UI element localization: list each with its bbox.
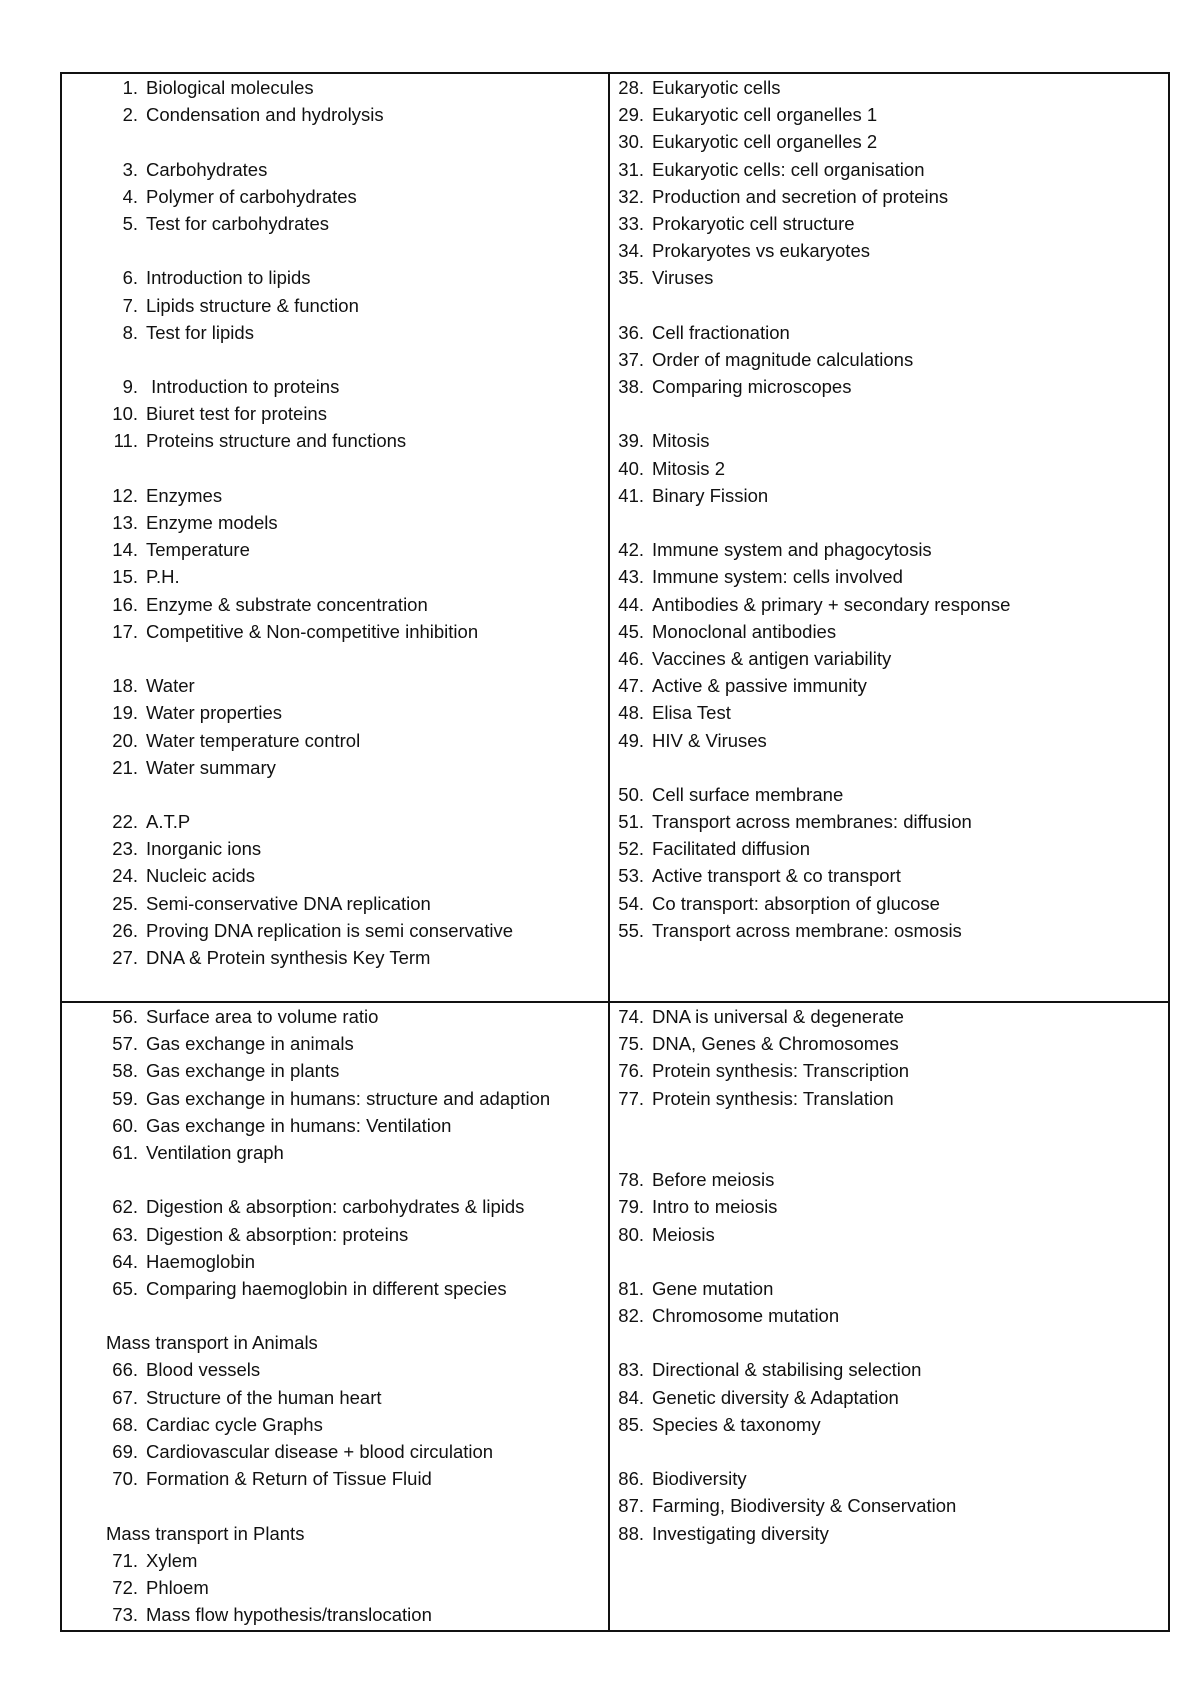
topic-title: Protein synthesis: Translation	[652, 1087, 894, 1109]
topic-number: 56.	[112, 1006, 138, 1027]
topic-number: 24.	[112, 865, 138, 887]
topic-title: Proteins structure and functions	[146, 430, 407, 452]
topic-item	[62, 1601, 608, 1628]
topic-number: 54.	[618, 892, 644, 914]
topic-title: DNA & Protein synthesis Key Term	[146, 947, 431, 968]
topic-title: Immune system: cells involved	[652, 566, 903, 588]
topic-table	[60, 72, 1170, 1632]
section-heading-text: Mass transport in Plants	[106, 1522, 305, 1544]
spacer	[62, 346, 608, 373]
topic-title: Production and secretion of proteins	[652, 185, 949, 207]
topic-title: Gas exchange in humans: structure and adaption	[146, 1087, 551, 1109]
spacer	[62, 455, 608, 482]
topic-title: Species & taxonomy	[652, 1413, 821, 1435]
topic-item	[610, 346, 1168, 373]
topic-number: 18.	[112, 675, 138, 697]
topic-number: 19.	[112, 702, 138, 724]
cell-top-right	[610, 74, 1168, 1001]
topic-item	[610, 74, 1168, 101]
topic-number: 50.	[618, 783, 644, 805]
topic-number: 83.	[618, 1359, 644, 1381]
topic-number: 40.	[618, 457, 644, 479]
topic-item	[610, 890, 1168, 917]
topic-item	[610, 482, 1168, 509]
topic-title: Protein synthesis: Transcription	[652, 1060, 910, 1082]
topic-title: Test for carbohydrates	[146, 212, 330, 234]
topic-item	[610, 1221, 1168, 1248]
topic-title: Intro to meiosis	[652, 1196, 778, 1218]
topic-number: 13.	[112, 512, 138, 533]
topic-item	[62, 1438, 608, 1465]
topic-number: 85.	[618, 1413, 644, 1435]
topic-item	[610, 183, 1168, 210]
topic-item	[610, 1520, 1168, 1547]
topic-number: 26.	[112, 919, 138, 941]
topic-item	[62, 373, 608, 400]
topic-title: Gas exchange in plants	[146, 1060, 340, 1082]
topic-title: Directional & stabilising selection	[652, 1359, 922, 1381]
topic-title: DNA, Genes & Chromosomes	[652, 1033, 899, 1055]
topic-title: Mitosis 2	[652, 457, 725, 479]
spacer	[62, 1166, 608, 1193]
topic-number: 51.	[618, 811, 644, 833]
topic-number: 44.	[618, 593, 644, 615]
topic-number: 80.	[618, 1223, 644, 1245]
topic-title: Enzymes	[146, 484, 223, 506]
topic-number: 7.	[122, 294, 138, 316]
topic-item	[610, 808, 1168, 835]
topic-title: Carbohydrates	[146, 158, 268, 180]
topic-title: Eukaryotic cell organelles 2	[652, 131, 878, 153]
topic-title: A.T.P	[146, 811, 191, 833]
topic-number: 65.	[112, 1277, 138, 1299]
topic-title: Xylem	[146, 1549, 198, 1571]
topic-title: Mitosis	[652, 430, 710, 452]
topic-item	[610, 156, 1168, 183]
topic-title: Transport across membranes: diffusion	[652, 811, 972, 833]
topic-item	[62, 618, 608, 645]
topic-number: 3.	[122, 158, 138, 180]
topic-number: 79.	[618, 1196, 644, 1218]
topic-item	[610, 563, 1168, 590]
topic-number: 2.	[122, 104, 138, 126]
topic-title: Co transport: absorption of glucose	[652, 892, 940, 914]
topic-number: 70.	[112, 1468, 138, 1490]
spacer	[610, 1112, 1168, 1139]
topic-title: Comparing microscopes	[652, 376, 852, 398]
topic-title: Gas exchange in humans: Ventilation	[146, 1114, 452, 1136]
topic-number: 30.	[618, 131, 644, 153]
topic-number: 45.	[618, 620, 644, 642]
topic-title: Meiosis	[652, 1223, 715, 1245]
topic-item	[62, 1411, 608, 1438]
topic-number: 47.	[618, 675, 644, 697]
topic-item	[610, 699, 1168, 726]
spacer	[610, 1329, 1168, 1356]
topic-title: Competitive & Non-competitive inhibition	[146, 620, 479, 642]
topic-title: Semi-conservative DNA replication	[146, 892, 431, 914]
topic-item	[610, 101, 1168, 128]
topic-title: Cardiovascular disease + blood circulation	[146, 1441, 494, 1462]
spacer	[62, 1492, 608, 1519]
topic-number: 33.	[618, 212, 644, 234]
topic-number: 21.	[112, 756, 138, 778]
topic-title: Biological molecules	[146, 77, 314, 98]
topic-title: Introduction to proteins	[146, 376, 340, 398]
topic-item	[62, 672, 608, 699]
topic-title: Structure of the human heart	[146, 1386, 382, 1408]
topic-number: 74.	[618, 1006, 644, 1027]
topic-item	[610, 862, 1168, 889]
topic-title: Digestion & absorption: carbohydrates & lipids	[146, 1196, 525, 1218]
spacer	[610, 1139, 1168, 1166]
topic-number: 27.	[112, 947, 138, 968]
topic-item	[610, 1057, 1168, 1084]
topic-item	[62, 319, 608, 346]
topic-item	[62, 917, 608, 944]
topic-title: Nucleic acids	[146, 865, 255, 887]
topic-number: 49.	[618, 729, 644, 751]
topic-title: Active & passive immunity	[652, 675, 867, 697]
topic-number: 71.	[112, 1549, 138, 1571]
topic-number: 67.	[112, 1386, 138, 1408]
topic-title: Biodiversity	[652, 1468, 747, 1490]
topic-number: 35.	[618, 267, 644, 289]
topic-title: Enzyme models	[146, 512, 278, 533]
topic-title: Binary Fission	[652, 484, 769, 506]
topic-item	[610, 781, 1168, 808]
topic-number: 5.	[122, 212, 138, 234]
topic-item	[610, 373, 1168, 400]
spacer	[62, 237, 608, 264]
topic-title: Prokaryotes vs eukaryotes	[652, 240, 870, 262]
topic-item	[62, 808, 608, 835]
topic-item	[610, 1302, 1168, 1329]
topic-item	[62, 1547, 608, 1574]
topic-item	[62, 1085, 608, 1112]
topic-title: Facilitated diffusion	[652, 838, 811, 860]
topic-title: Water temperature control	[146, 729, 361, 751]
topic-number: 69.	[112, 1441, 138, 1462]
topic-number: 86.	[618, 1468, 644, 1490]
topic-title: Blood vessels	[146, 1359, 261, 1381]
topic-title: Gene mutation	[652, 1277, 774, 1299]
topic-item	[610, 1085, 1168, 1112]
topic-item	[62, 74, 608, 101]
topic-number: 59.	[112, 1087, 138, 1109]
topic-number: 10.	[112, 403, 138, 425]
topic-item	[62, 482, 608, 509]
topic-title: Water	[146, 675, 195, 697]
topic-item	[610, 672, 1168, 699]
spacer	[610, 1248, 1168, 1275]
spacer	[610, 754, 1168, 781]
topic-title: Cell fractionation	[652, 321, 790, 343]
topic-number: 68.	[112, 1413, 138, 1435]
topic-number: 36.	[618, 321, 644, 343]
topic-item	[610, 455, 1168, 482]
topic-title: Comparing haemoglobin in different species	[146, 1277, 507, 1299]
topic-title: DNA is universal & degenerate	[652, 1006, 904, 1027]
topic-number: 42.	[618, 539, 644, 561]
topic-number: 75.	[618, 1033, 644, 1055]
section-heading	[62, 1329, 608, 1356]
topic-item	[62, 1356, 608, 1383]
topic-item	[62, 1057, 608, 1084]
topic-number: 63.	[112, 1223, 138, 1245]
spacer	[610, 1438, 1168, 1465]
topic-number: 76.	[618, 1060, 644, 1082]
topic-title: Phloem	[146, 1576, 209, 1598]
topic-number: 8.	[122, 321, 138, 343]
topic-number: 77.	[618, 1087, 644, 1109]
spacer	[62, 645, 608, 672]
topic-number: 1.	[122, 77, 138, 98]
topic-item	[610, 1003, 1168, 1030]
topic-number: 34.	[618, 240, 644, 262]
topic-number: 66.	[112, 1359, 138, 1381]
topic-item	[610, 1492, 1168, 1519]
topic-number: 22.	[112, 811, 138, 833]
topic-title: Surface area to volume ratio	[146, 1006, 379, 1027]
topic-title: Active transport & co transport	[652, 865, 901, 887]
topic-number: 82.	[618, 1305, 644, 1327]
topic-number: 60.	[112, 1114, 138, 1136]
cell-bottom-right	[610, 1003, 1168, 1630]
topic-item	[62, 1112, 608, 1139]
topic-number: 9.	[122, 376, 138, 398]
topic-item	[610, 1030, 1168, 1057]
topic-item	[62, 1384, 608, 1411]
topic-number: 15.	[112, 566, 138, 588]
topic-item	[62, 509, 608, 536]
topic-item	[62, 427, 608, 454]
topic-item	[610, 1411, 1168, 1438]
section-heading-text: Mass transport in Animals	[106, 1332, 318, 1354]
topic-title: Biuret test for proteins	[146, 403, 327, 425]
spacer	[62, 781, 608, 808]
topic-number: 14.	[112, 539, 138, 561]
topic-item	[62, 862, 608, 889]
topic-title: HIV & Viruses	[652, 729, 767, 751]
topic-item	[62, 210, 608, 237]
topic-title: Water properties	[146, 702, 283, 724]
topic-number: 38.	[618, 376, 644, 398]
topic-number: 16.	[112, 593, 138, 615]
cell-bottom-left	[62, 1003, 608, 1630]
topic-title: Polymer of carbohydrates	[146, 185, 357, 207]
topic-item	[610, 618, 1168, 645]
topic-item	[62, 1221, 608, 1248]
topic-title: Farming, Biodiversity & Conservation	[652, 1495, 957, 1517]
topic-title: Mass flow hypothesis/translocation	[146, 1604, 432, 1626]
topic-title: Ventilation graph	[146, 1141, 284, 1163]
topic-number: 46.	[618, 647, 644, 669]
topic-item	[62, 101, 608, 128]
topic-number: 12.	[112, 484, 138, 506]
topic-title: Eukaryotic cells	[652, 77, 781, 98]
topic-item	[62, 1248, 608, 1275]
topic-item	[62, 156, 608, 183]
topic-number: 43.	[618, 566, 644, 588]
topic-title: Test for lipids	[146, 321, 254, 343]
topic-number: 17.	[112, 620, 138, 642]
topic-title: Temperature	[146, 539, 250, 561]
topic-item	[62, 727, 608, 754]
topic-item	[62, 835, 608, 862]
topic-title: Monoclonal antibodies	[652, 620, 837, 642]
spacer	[62, 1302, 608, 1329]
topic-item	[62, 890, 608, 917]
topic-number: 64.	[112, 1250, 138, 1272]
topic-number: 55.	[618, 919, 644, 941]
topic-number: 73.	[112, 1604, 138, 1626]
topic-item	[610, 427, 1168, 454]
topic-item	[62, 1275, 608, 1302]
topic-item	[610, 536, 1168, 563]
topic-title: Digestion & absorption: proteins	[146, 1223, 409, 1245]
topic-item	[610, 128, 1168, 155]
topic-item	[62, 1574, 608, 1601]
topic-item	[62, 944, 608, 971]
topic-number: 62.	[112, 1196, 138, 1218]
topic-title: Before meiosis	[652, 1169, 775, 1191]
spacer	[610, 400, 1168, 427]
topic-item	[62, 1465, 608, 1492]
spacer	[610, 292, 1168, 319]
topic-item	[610, 645, 1168, 672]
topic-number: 39.	[618, 430, 644, 452]
topic-item	[62, 292, 608, 319]
topic-item	[610, 1465, 1168, 1492]
topic-title: Condensation and hydrolysis	[146, 104, 384, 126]
topic-number: 28.	[618, 77, 644, 98]
topic-number: 37.	[618, 348, 644, 370]
topic-item	[62, 563, 608, 590]
topic-number: 25.	[112, 892, 138, 914]
topic-item	[610, 319, 1168, 346]
topic-title: Chromosome mutation	[652, 1305, 840, 1327]
topic-number: 72.	[112, 1576, 138, 1598]
topic-title: Haemoglobin	[146, 1250, 256, 1272]
topic-number: 32.	[618, 185, 644, 207]
topic-number: 4.	[122, 185, 138, 207]
spacer	[62, 128, 608, 155]
topic-number: 78.	[618, 1169, 644, 1191]
topic-item	[610, 591, 1168, 618]
topic-title: Immune system and phagocytosis	[652, 539, 932, 561]
topic-item	[62, 591, 608, 618]
topic-number: 87.	[618, 1495, 644, 1517]
topic-title: Water summary	[146, 756, 276, 778]
topic-item	[610, 237, 1168, 264]
topic-title: Formation & Return of Tissue Fluid	[146, 1468, 432, 1490]
topic-number: 52.	[618, 838, 644, 860]
topic-item	[62, 699, 608, 726]
topic-item	[62, 264, 608, 291]
topic-number: 20.	[112, 729, 138, 751]
topic-number: 84.	[618, 1386, 644, 1408]
topic-number: 29.	[618, 104, 644, 126]
topic-number: 88.	[618, 1522, 644, 1544]
topic-item	[610, 835, 1168, 862]
topic-number: 11.	[113, 430, 138, 452]
topic-item	[62, 754, 608, 781]
topic-item	[610, 1356, 1168, 1383]
topic-title: Viruses	[652, 267, 714, 289]
topic-title: Cardiac cycle Graphs	[146, 1413, 323, 1435]
section-heading	[62, 1520, 608, 1547]
topic-title: Vaccines & antigen variability	[652, 647, 892, 669]
topic-item	[62, 1193, 608, 1220]
topic-item	[62, 536, 608, 563]
topic-item	[610, 1275, 1168, 1302]
spacer	[610, 509, 1168, 536]
topic-item	[62, 1030, 608, 1057]
topic-item	[610, 264, 1168, 291]
topic-title: Prokaryotic cell structure	[652, 212, 855, 234]
topic-item	[610, 210, 1168, 237]
topic-number: 81.	[618, 1277, 644, 1299]
topic-number: 57.	[112, 1033, 138, 1055]
topic-title: Eukaryotic cell organelles 1	[652, 104, 878, 126]
topic-title: Cell surface membrane	[652, 783, 844, 805]
topic-title: Genetic diversity & Adaptation	[652, 1386, 899, 1408]
topic-title: Gas exchange in animals	[146, 1033, 354, 1055]
topic-title: P.H.	[146, 566, 180, 588]
topic-number: 53.	[618, 865, 644, 887]
topic-number: 41.	[618, 484, 644, 506]
topic-number: 6.	[122, 267, 138, 289]
topic-item	[610, 1193, 1168, 1220]
topic-title: Order of magnitude calculations	[652, 348, 914, 370]
topic-title: Proving DNA replication is semi conservative	[146, 919, 514, 941]
topic-item	[62, 1003, 608, 1030]
topic-title: Lipids structure & function	[146, 294, 359, 316]
topic-title: Investigating diversity	[652, 1522, 829, 1544]
topic-number: 58.	[112, 1060, 138, 1082]
topic-number: 23.	[112, 838, 138, 860]
cell-top-left	[62, 74, 608, 1001]
topic-title: Elisa Test	[652, 702, 731, 724]
topic-item	[62, 1139, 608, 1166]
topic-title: Enzyme & substrate concentration	[146, 593, 428, 615]
topic-title: Introduction to lipids	[146, 267, 311, 289]
topic-item	[610, 917, 1168, 944]
topic-title: Antibodies & primary + secondary response	[652, 593, 1011, 615]
topic-number: 61.	[112, 1141, 138, 1163]
topic-item	[610, 1384, 1168, 1411]
topic-number: 48.	[618, 702, 644, 724]
topic-item	[62, 400, 608, 427]
topic-item	[610, 1166, 1168, 1193]
topic-item	[62, 183, 608, 210]
topic-item	[610, 727, 1168, 754]
topic-number: 31.	[618, 158, 644, 180]
topic-title: Eukaryotic cells: cell organisation	[652, 158, 925, 180]
topic-title: Inorganic ions	[146, 838, 262, 860]
topic-title: Transport across membrane: osmosis	[652, 919, 962, 941]
